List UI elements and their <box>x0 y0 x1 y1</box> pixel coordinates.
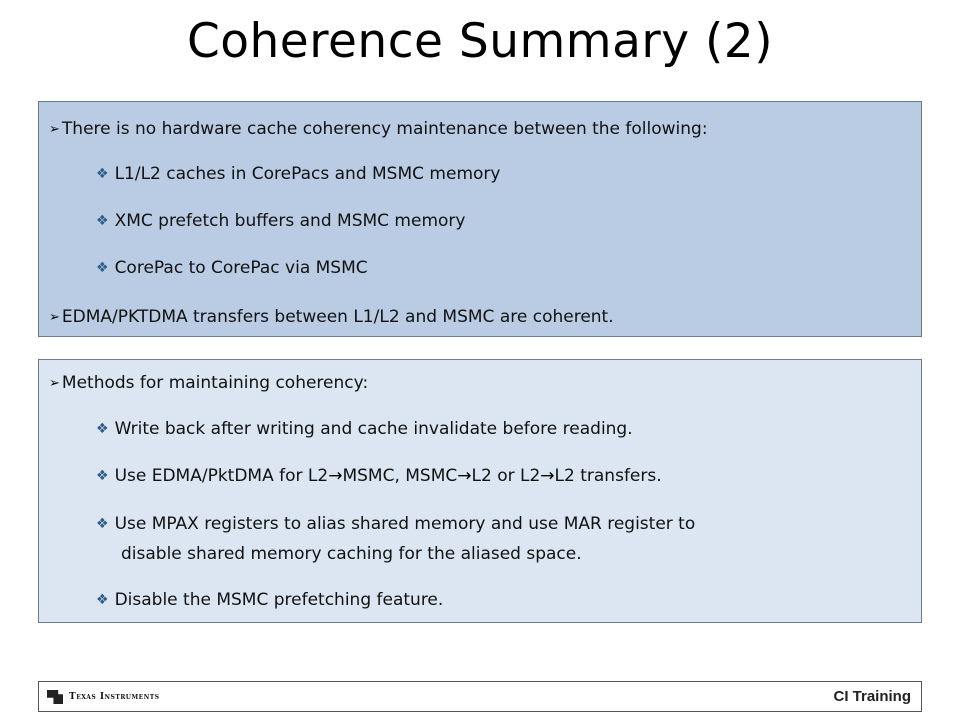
ti-logo-icon <box>47 690 63 704</box>
sub-bullet-mpax-continued: disable shared memory caching for the aliased space. <box>121 544 582 564</box>
arrow-bullet-icon: ➢ <box>49 310 60 325</box>
coherency-limitations-box <box>38 101 922 337</box>
diamond-bullet-icon: ❖ <box>96 421 109 437</box>
texas-instruments-logo: Texas Instruments <box>47 688 160 706</box>
right-arrow-icon: → <box>457 466 472 486</box>
sub-bullet-disable-prefetch: ❖ Disable the MSMC prefetching feature. <box>96 590 444 610</box>
arrow-bullet-icon: ➢ <box>49 376 60 391</box>
diamond-bullet-icon: ❖ <box>96 592 109 608</box>
slide-title: Coherence Summary (2) <box>186 14 774 69</box>
diamond-bullet-icon: ❖ <box>96 260 109 276</box>
coherency-methods-box <box>38 359 922 623</box>
slide-footer <box>38 681 922 712</box>
bullet-edma-coherent: ➢ EDMA/PKTDMA transfers between L1/L2 and MSMC are coherent. <box>49 307 614 327</box>
arrow-bullet-icon: ➢ <box>49 122 60 137</box>
sub-bullet-mpax: ❖ Use MPAX registers to alias shared memory and use MAR register to <box>96 514 696 534</box>
right-arrow-icon: → <box>328 466 343 486</box>
bullet-no-hw-coherency: ➢ There is no hardware cache coherency maintenance between the following: <box>49 119 708 139</box>
diamond-bullet-icon: ❖ <box>96 166 109 182</box>
right-arrow-icon: → <box>540 466 555 486</box>
diamond-bullet-icon: ❖ <box>96 213 109 229</box>
bullet-methods-heading: ➢ Methods for maintaining coherency: <box>49 373 369 393</box>
diamond-bullet-icon: ❖ <box>96 516 109 532</box>
ci-training-label: CI Training <box>833 688 911 705</box>
diamond-bullet-icon: ❖ <box>96 468 109 484</box>
sub-bullet-l1l2-msmc: ❖ L1/L2 caches in CorePacs and MSMC memory <box>96 164 501 184</box>
sub-bullet-writeback: ❖ Write back after writing and cache invalidate before reading. <box>96 419 633 439</box>
sub-bullet-xmc-msmc: ❖ XMC prefetch buffers and MSMC memory <box>96 211 466 231</box>
sub-bullet-use-edma: ❖ Use EDMA/PktDMA for L2→MSMC, MSMC→L2 or L2→L2 transfers. <box>96 466 662 486</box>
sub-bullet-corepac-corepac: ❖ CorePac to CorePac via MSMC <box>96 258 368 278</box>
